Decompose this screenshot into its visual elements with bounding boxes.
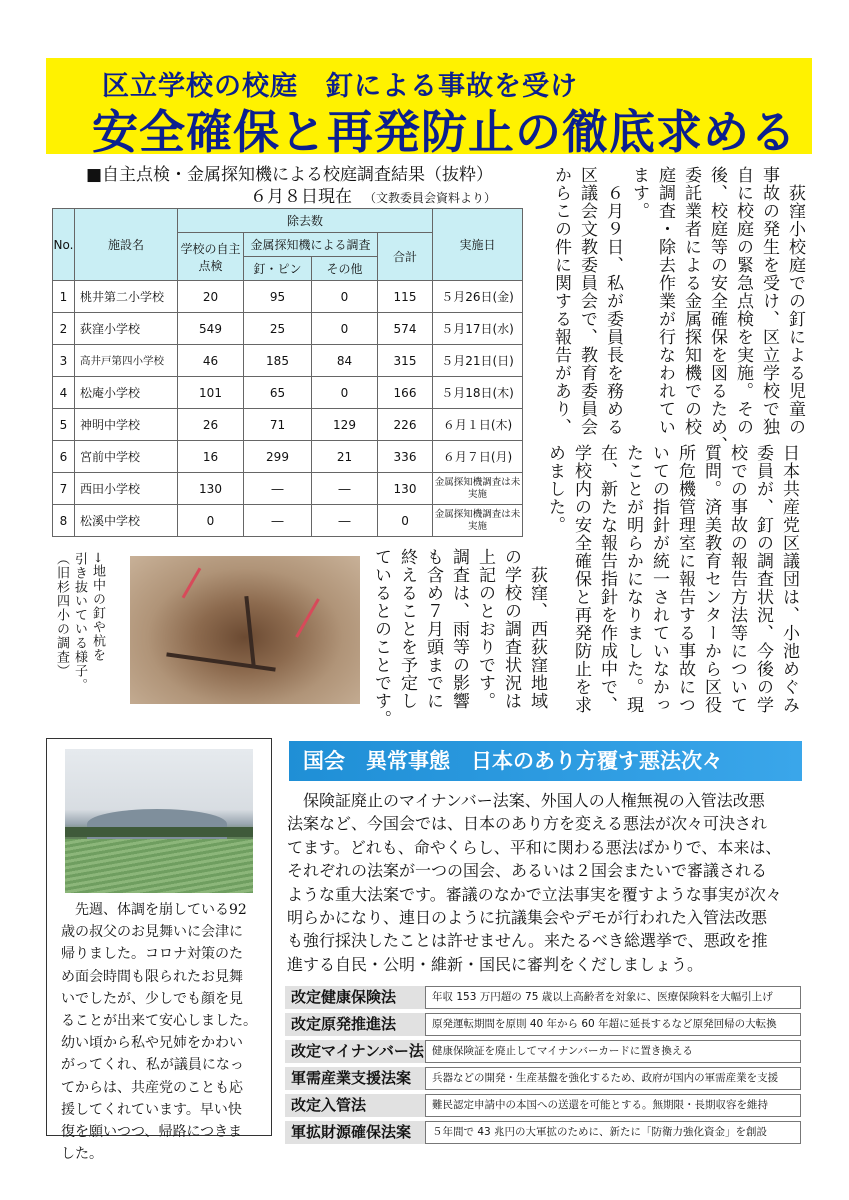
row-no: 1 xyxy=(53,281,75,313)
law-row xyxy=(285,1121,805,1144)
law-row xyxy=(285,1040,805,1063)
nail-stake xyxy=(244,596,255,666)
row-other: 0 xyxy=(312,281,378,313)
row-self-check: 0 xyxy=(178,505,244,537)
row-self-check: 101 xyxy=(178,377,244,409)
paint-mark xyxy=(295,598,320,638)
row-total: 166 xyxy=(378,377,433,409)
table-row xyxy=(53,313,523,345)
law-row xyxy=(285,986,805,1009)
row-nails: 71 xyxy=(244,409,312,441)
row-nails: 65 xyxy=(244,377,312,409)
section2-body: 保険証廃止のマイナンバー法案、外国人の人権無視の入管法改悪 法案など、今国会では、日本のあり方を変える悪法が次々可決され てます。どれも、命やくらし、平和に関わる悪法ばかりで、本来は、 それぞれの法案が一つの国会、あるいは２国会またいで審議される ような重大法案です。審議のなかで立法事実を覆すような事実が次々 明らかになり、連日のように抗議集会やデモが行われた入管法改悪 も強行採決したことは許せません。来たるべき総選挙で、悪政を推 進する自民・公明・維新・国民に審判をくだしましょう。 xyxy=(287,791,782,974)
law-name: 改定原発推進法 xyxy=(285,1013,425,1036)
section2-title: 国会 異常事態 日本のあり方覆す悪法次々 xyxy=(289,741,802,781)
header-total: 合計 xyxy=(378,233,433,281)
law-name: 軍拡財源確保法案 xyxy=(285,1121,425,1144)
tree-line xyxy=(65,827,253,837)
row-date: 金属探知機調査は未実施 xyxy=(433,473,523,505)
row-other: ― xyxy=(312,473,378,505)
row-no: 8 xyxy=(53,505,75,537)
table-row xyxy=(53,473,523,505)
row-facility: 荻窪小学校 xyxy=(75,313,178,345)
paddy-rows xyxy=(65,839,253,893)
row-date: 金属探知機調査は未実施 xyxy=(433,505,523,537)
row-no: 6 xyxy=(53,441,75,473)
law-description: 年収 153 万円超の 75 歳以上高齢者を対象に、医療保険料を大幅引上げ xyxy=(425,986,801,1009)
law-row xyxy=(285,1094,805,1117)
row-nails: 299 xyxy=(244,441,312,473)
law-name: 軍需産業支援法案 xyxy=(285,1067,425,1090)
header-removed: 除去数 xyxy=(178,209,433,233)
row-self-check: 130 xyxy=(178,473,244,505)
row-facility: 松庵小学校 xyxy=(75,377,178,409)
article1-column-left: 荻窪、西荻窪地域 の学校の調査状況は 上記のとおりです。 調査は、雨等の影響 も含め７月頭までに 終えることを予定し ているとのことです。 xyxy=(371,548,547,728)
row-no: 2 xyxy=(53,313,75,345)
row-date: ５月26日(金) xyxy=(433,281,523,313)
row-other: 84 xyxy=(312,345,378,377)
row-total: 130 xyxy=(378,473,433,505)
row-total: 336 xyxy=(378,441,433,473)
row-date: ６月７日(月) xyxy=(433,441,523,473)
row-total: 0 xyxy=(378,505,433,537)
row-facility: 神明中学校 xyxy=(75,409,178,441)
paint-mark xyxy=(182,568,202,599)
nail-rod xyxy=(166,652,275,671)
table-row xyxy=(53,505,523,537)
row-nails: ― xyxy=(244,473,312,505)
law-description: 健康保険証を廃止してマイナンバーカードに置き換える xyxy=(425,1040,801,1063)
row-no: 4 xyxy=(53,377,75,409)
row-other: ― xyxy=(312,505,378,537)
row-nails: ― xyxy=(244,505,312,537)
table-date-text: ６月８日現在 xyxy=(250,187,352,207)
row-facility: 桃井第二小学校 xyxy=(75,281,178,313)
row-other: 0 xyxy=(312,313,378,345)
row-no: 7 xyxy=(53,473,75,505)
header-metal-detector: 金属探知機による調査 xyxy=(244,233,378,257)
row-nails: 95 xyxy=(244,281,312,313)
table-date xyxy=(250,182,496,207)
row-date: ６月１日(木) xyxy=(433,409,523,441)
row-date: ５月21日(日) xyxy=(433,345,523,377)
row-other: 129 xyxy=(312,409,378,441)
row-other: 21 xyxy=(312,441,378,473)
row-self-check: 16 xyxy=(178,441,244,473)
table-caption: ■自主点検・金属探知機による校庭調査結果（抜粋） xyxy=(86,165,494,185)
row-facility: 西田小学校 xyxy=(75,473,178,505)
row-total: 315 xyxy=(378,345,433,377)
column-text: 先週、体調を崩している92 歳の叔父のお見舞いに会津に 帰りました。コロナ対策のた め面会時間も限られたお見舞 いでしたが、少しでも顔を見 ることが出来て安心しました。 幼い頃から私や兄姉をかわい がってくれ、私が議員になっ てからは、共産党のことも応 援してくれています。早い快 復を願いつつ、帰路につきま した。 xyxy=(61,902,257,1163)
header-nails: 釘・ピン xyxy=(244,257,312,281)
row-self-check: 46 xyxy=(178,345,244,377)
table-row xyxy=(53,409,523,441)
row-total: 115 xyxy=(378,281,433,313)
row-other: 0 xyxy=(312,377,378,409)
row-no: 5 xyxy=(53,409,75,441)
header-facility: 施設名 xyxy=(75,209,178,281)
header-other: その他 xyxy=(312,257,378,281)
table-row xyxy=(53,281,523,313)
law-description: 兵器などの開発・生産基盤を強化するため、政府が国内の軍需産業を支援 xyxy=(425,1067,801,1090)
law-name: 改定マイナンバー法 xyxy=(285,1040,425,1063)
row-facility: 松溪中学校 xyxy=(75,505,178,537)
table-row xyxy=(53,377,523,409)
law-description: 原発運転期間を原則 40 年から 60 年超に延長するなど原発回帰の大転換 xyxy=(425,1013,801,1036)
row-self-check: 20 xyxy=(178,281,244,313)
law-description: 難民認定申請中の本国への送還を可能とする。無期限・長期収容を維持 xyxy=(425,1094,801,1117)
row-date: ５月17日(水) xyxy=(433,313,523,345)
law-name: 改定健康保険法 xyxy=(285,986,425,1009)
row-nails: 185 xyxy=(244,345,312,377)
header-self-check: 学校の自主点検 xyxy=(178,233,244,281)
row-total: 574 xyxy=(378,313,433,345)
rice-field-photo xyxy=(65,749,253,893)
article1-column-right: 荻窪小校庭での釘による児童の 事故の発生を受け、区立学校で独 自に校庭の緊急点検を実施。その 後、校庭等の安全確保を図るため、 委託業者による金属探知機での校 庭調査・除去作業が行なわれてい ます。 ６月９日、私が委員長を務める 区議会文教委員会で、教育委員会 からこの件に関する報告があり、 xyxy=(551,166,805,454)
column-box xyxy=(46,738,272,1163)
header-no: No. xyxy=(53,209,75,281)
table-row xyxy=(53,345,523,377)
photo-caption: →地中の釘や杭を 引き抜いている様子。 （旧杉四小の調査） xyxy=(54,552,105,692)
table-source: （文教委員会資料より） xyxy=(364,191,497,205)
headline-subtitle: 区立学校の校庭 釘による事故を受け xyxy=(102,71,578,102)
law-row xyxy=(285,1067,805,1090)
row-no: 3 xyxy=(53,345,75,377)
table-row xyxy=(53,441,523,473)
header-date: 実施日 xyxy=(433,209,523,281)
headline-banner xyxy=(46,58,812,159)
row-facility: 宮前中学校 xyxy=(75,441,178,473)
law-name: 改定入管法 xyxy=(285,1094,425,1117)
row-self-check: 549 xyxy=(178,313,244,345)
headline-title: 安全確保と再発防止の徹底求める xyxy=(92,105,797,159)
survey-table xyxy=(52,208,523,537)
row-date: ５月18日(木) xyxy=(433,377,523,409)
row-nails: 25 xyxy=(244,313,312,345)
nail-removal-photo xyxy=(130,556,360,704)
article1-column-middle: 日本共産党区議団は、小池めぐみ 委員が、釘の調査状況、今後の学 校での事故の報告方法等について 質問。済美教育センターから区役 所危機管理室に報告する事故につ いての指針が統一されていなかっ たことが明らかになりました。現 在、新たな報告指針を作成中で、 学校内の安全確保と再発防止を求 めました。 xyxy=(545,444,799,714)
row-self-check: 26 xyxy=(178,409,244,441)
law-list xyxy=(285,986,805,1148)
row-total: 226 xyxy=(378,409,433,441)
law-row xyxy=(285,1013,805,1036)
law-description: ５年間で 43 兆円の大軍拡のために、新たに「防衛力強化資金」を創設 xyxy=(425,1121,801,1144)
row-facility: 高井戸第四小学校 xyxy=(75,345,178,377)
